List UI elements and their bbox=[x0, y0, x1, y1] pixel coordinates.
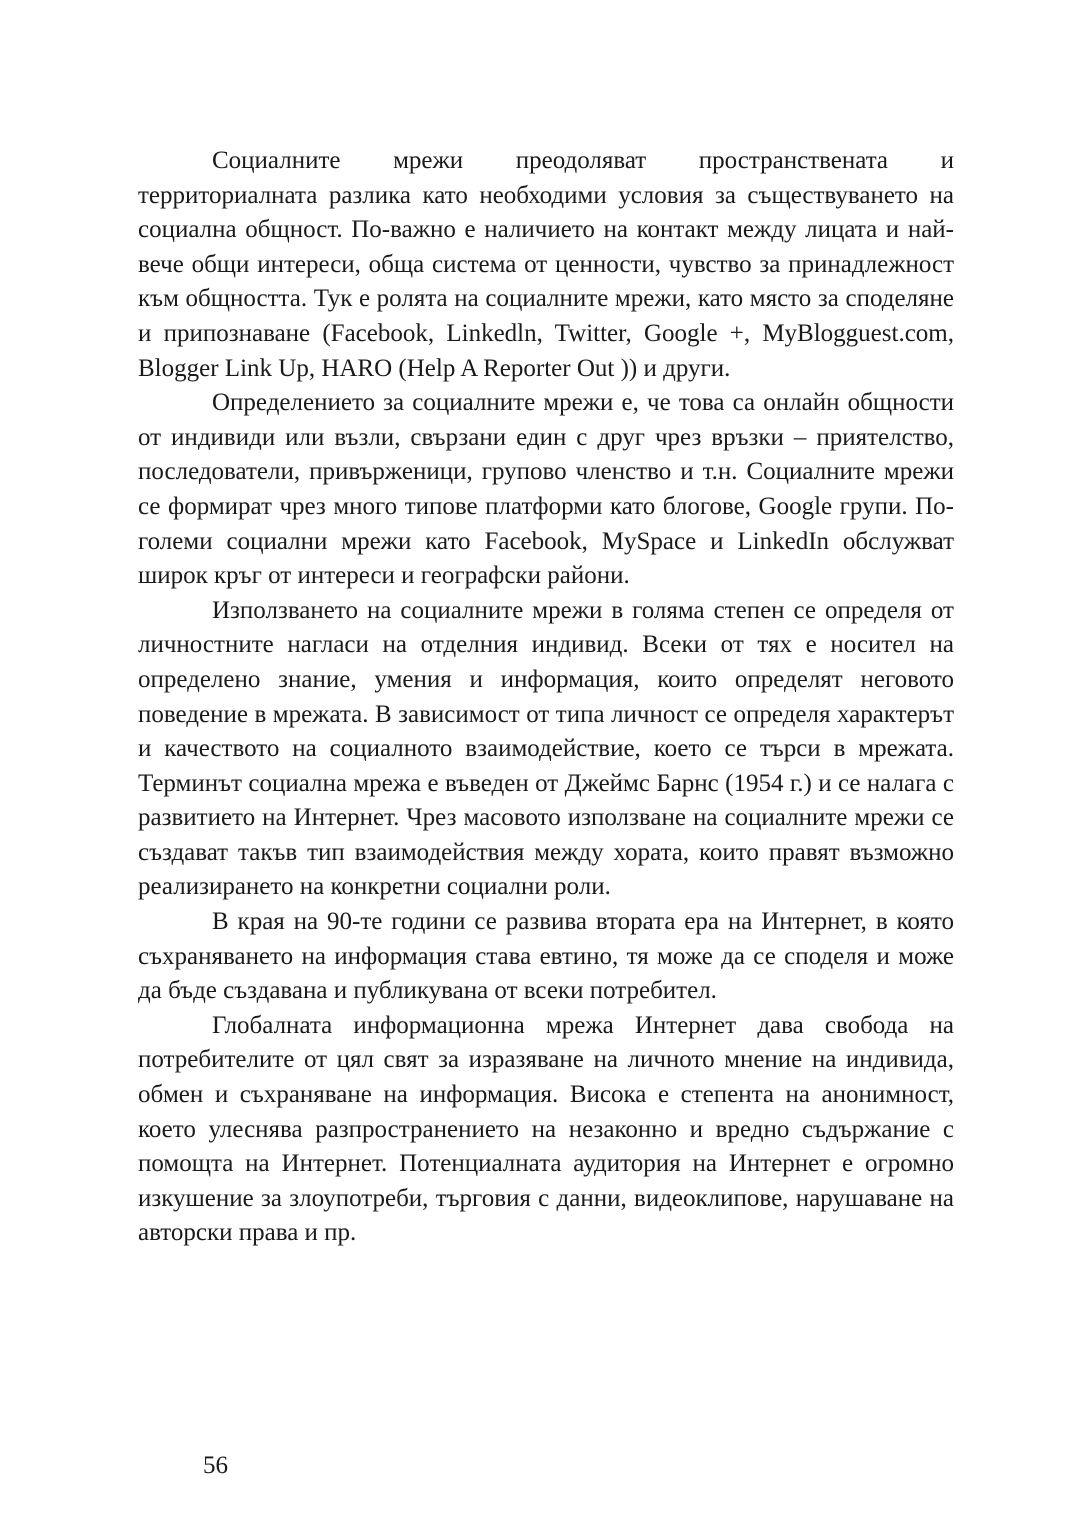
page-number: 56 bbox=[203, 1452, 228, 1479]
body-text bbox=[138, 144, 954, 1251]
paragraph-2: Определението за социалните мрежи е, че това са онлайн общности от индивиди или възли, свързани един с друг чрез връзки – приятелство, последователи, привърженици, групово членство и т.н. Социалните мрежи се формират чрез много типове платформи като блогове, Google групи. По-големи социални мрежи като Facebook, MySpace и LinkedIn обслужват широк кръг от интереси и географски райони. bbox=[138, 389, 954, 590]
paragraph-3: Използването на социалните мрежи в голяма степен се определя от личностните нагласи на отделния индивид. Всеки от тях е носител на определено знание, умения и информация, които определят неговото поведение в мрежата. В зависимост от типа личност се определя характерът и качеството на социалното взаимодействие, което се търси в мрежата. Терминът социална мрежа е въведен от Джеймс Барнс (1954 г.) и се налага с развитието на Интернет. Чрез масовото използване на социалните мрежи се създават такъв тип взаимодействия между хората, които правят възможно реализирането на конкретни социални роли. bbox=[138, 596, 954, 901]
paragraph-1: Социалните мрежи преодоляват пространствената и территориалната разлика като необходими условия за съществуването на социална общност. По-важно е наличието на контакт между лицата и най-вече общи интереси, обща система от ценности, чувство за принадлежност към общността. Тук е ролята на социалните мрежи, като място за споделяне и припознаване (Facebook, Linkedln, Twitter, Google +, MyBlogguest.com, Blogger Link Up, HARO (Help A Reporter Out )) и други. bbox=[138, 147, 954, 382]
paragraph-5: Глобалната информационна мрежа Интернет дава свобода на потребителите от цял свят за изразяване на личното мнение на индивида, обмен и съхраняване на информация. Висока е степента на анонимност, което улеснява разпространението на незаконно и вредно съдържание с помощта на Интернет. Потенциалната аудитория на Интернет е огромно изкушение за злоупотреби, търговия с данни, видеоклипове, нарушаване на авторски права и пр. bbox=[138, 1011, 954, 1247]
paragraph-4: В края на 90-те години се развива втората ера на Интернет, в която съхраняването на информация става евтино, тя може да се споделя и може да бъде създавана и публикувана от всеки потребител. bbox=[138, 908, 954, 1005]
